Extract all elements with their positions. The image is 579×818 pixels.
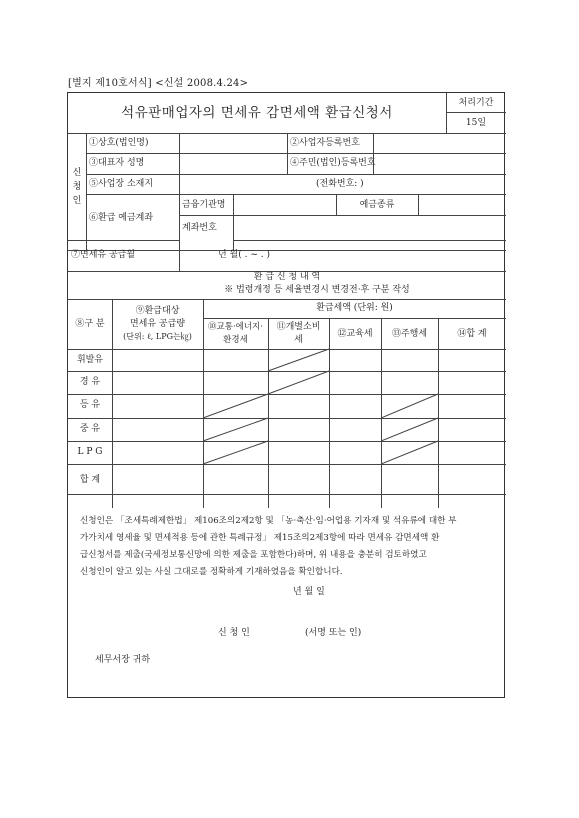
- refund-amount-header: 환급세액 (단위: 원): [316, 303, 393, 313]
- row-diesel: 경 유: [79, 377, 101, 387]
- rate-change-note: ※ 법령개정 등 세율변경시 변경전·후 구분 작성: [224, 285, 410, 295]
- business-name-label: ①상호(법인명): [89, 138, 149, 148]
- statement-line-2: 가가치세 영세율 및 면세적용 등에 관한 특례규정」 제15조의2제3항에 따라 면세유 감면세액 환: [80, 533, 440, 543]
- statement-line-4: 신청인이 알고 있는 사실 그대로를 정확하게 기재하였음을 확인합니다.: [80, 567, 343, 577]
- refund-details-heading: 환 급 신 청 내 역: [253, 272, 321, 282]
- applicant-group-char-2: 청: [72, 182, 82, 192]
- business-address-label: ⑤사업장 소재지: [89, 179, 154, 189]
- phone-number-field: (전화번호: ): [316, 179, 364, 189]
- quantity-header-line3: (단위: ℓ, LPG는㎏): [123, 332, 192, 341]
- traffic-tax-header-line2: 환경세: [223, 335, 248, 345]
- statement-line-1: 신청인은 「조세특례제한법」 제106조의2제2항 및 「농·축산·임·어업용 기자재 및 석유류에 대한 부: [80, 516, 457, 526]
- statement-line-3: 급신청서를 제출(국세정보통신망에 의한 제출을 포함한다)하며, 위 내용을 충분히 검토하였고: [80, 550, 427, 560]
- special-consumption-header-line2: 세: [294, 335, 303, 345]
- date-line: 년 월 일: [293, 587, 325, 597]
- deposit-type-label: 예금종류: [359, 200, 395, 210]
- diag-kerosene-driving: [381, 394, 438, 418]
- diag-diesel-special: [268, 371, 329, 394]
- diag-heavy-driving: [381, 418, 438, 441]
- bank-name-label: 금융기관명: [182, 200, 226, 210]
- diag-lpg-driving: [381, 441, 438, 464]
- traffic-tax-header-line1: ⑩교통·에너지·: [208, 322, 263, 332]
- refund-application-form: [67, 92, 505, 698]
- diag-lpg-traffic: [203, 441, 268, 464]
- form-number: [별지 제10호서식] <신설 2008.4.24>: [68, 78, 249, 89]
- row-gasoline: 휘발유: [76, 355, 104, 365]
- row-kerosene: 등 유: [79, 400, 101, 410]
- supply-month-label: ⑦면세유 공급월: [71, 250, 136, 260]
- addressee: 세무서장 귀하: [95, 655, 151, 665]
- diag-gasoline-special: [268, 349, 329, 371]
- signature-label: 신 청 인: [218, 628, 250, 638]
- form-title: 석유판매업자의 면세유 감면세액 환급신청서: [121, 105, 393, 121]
- representative-name-label: ③대표자 성명: [89, 158, 145, 168]
- applicant-group-char-1: 신: [72, 168, 82, 178]
- supply-month-value: 년 월( . ~ . ): [218, 250, 270, 260]
- processing-period-value: 15일: [465, 118, 487, 128]
- special-consumption-header-line1: ⑪개별소비: [276, 322, 321, 332]
- diag-heavy-traffic: [203, 418, 268, 441]
- refund-account-label: ⑥환급 예금계좌: [89, 213, 154, 223]
- statement-paragraph: [80, 513, 498, 581]
- diag-kerosene-traffic: [203, 394, 268, 418]
- quantity-header-line2: 면세유 공급량: [129, 319, 186, 329]
- business-registration-label: ②사업자등록번호: [290, 138, 360, 148]
- row-lpg: L P G: [77, 447, 103, 457]
- row-total: 합 계: [79, 475, 101, 485]
- education-tax-header: ⑫교육세: [337, 329, 373, 339]
- quantity-header-line1: ⑨환급대상: [135, 306, 180, 316]
- driving-tax-header: ⑬주행세: [391, 329, 428, 339]
- processing-period-label: 처리기간: [458, 98, 494, 108]
- applicant-group-char-3: 인: [72, 196, 82, 206]
- resident-registration-label: ④주민(법인)등록번호: [290, 158, 376, 168]
- row-heavy-oil: 중 유: [79, 424, 101, 434]
- signature-note: (서명 또는 인): [305, 628, 362, 638]
- category-column-header: ⑧구 분: [75, 319, 105, 329]
- account-number-label: 계좌번호: [182, 223, 217, 233]
- total-header: ⑭합 계: [457, 329, 487, 339]
